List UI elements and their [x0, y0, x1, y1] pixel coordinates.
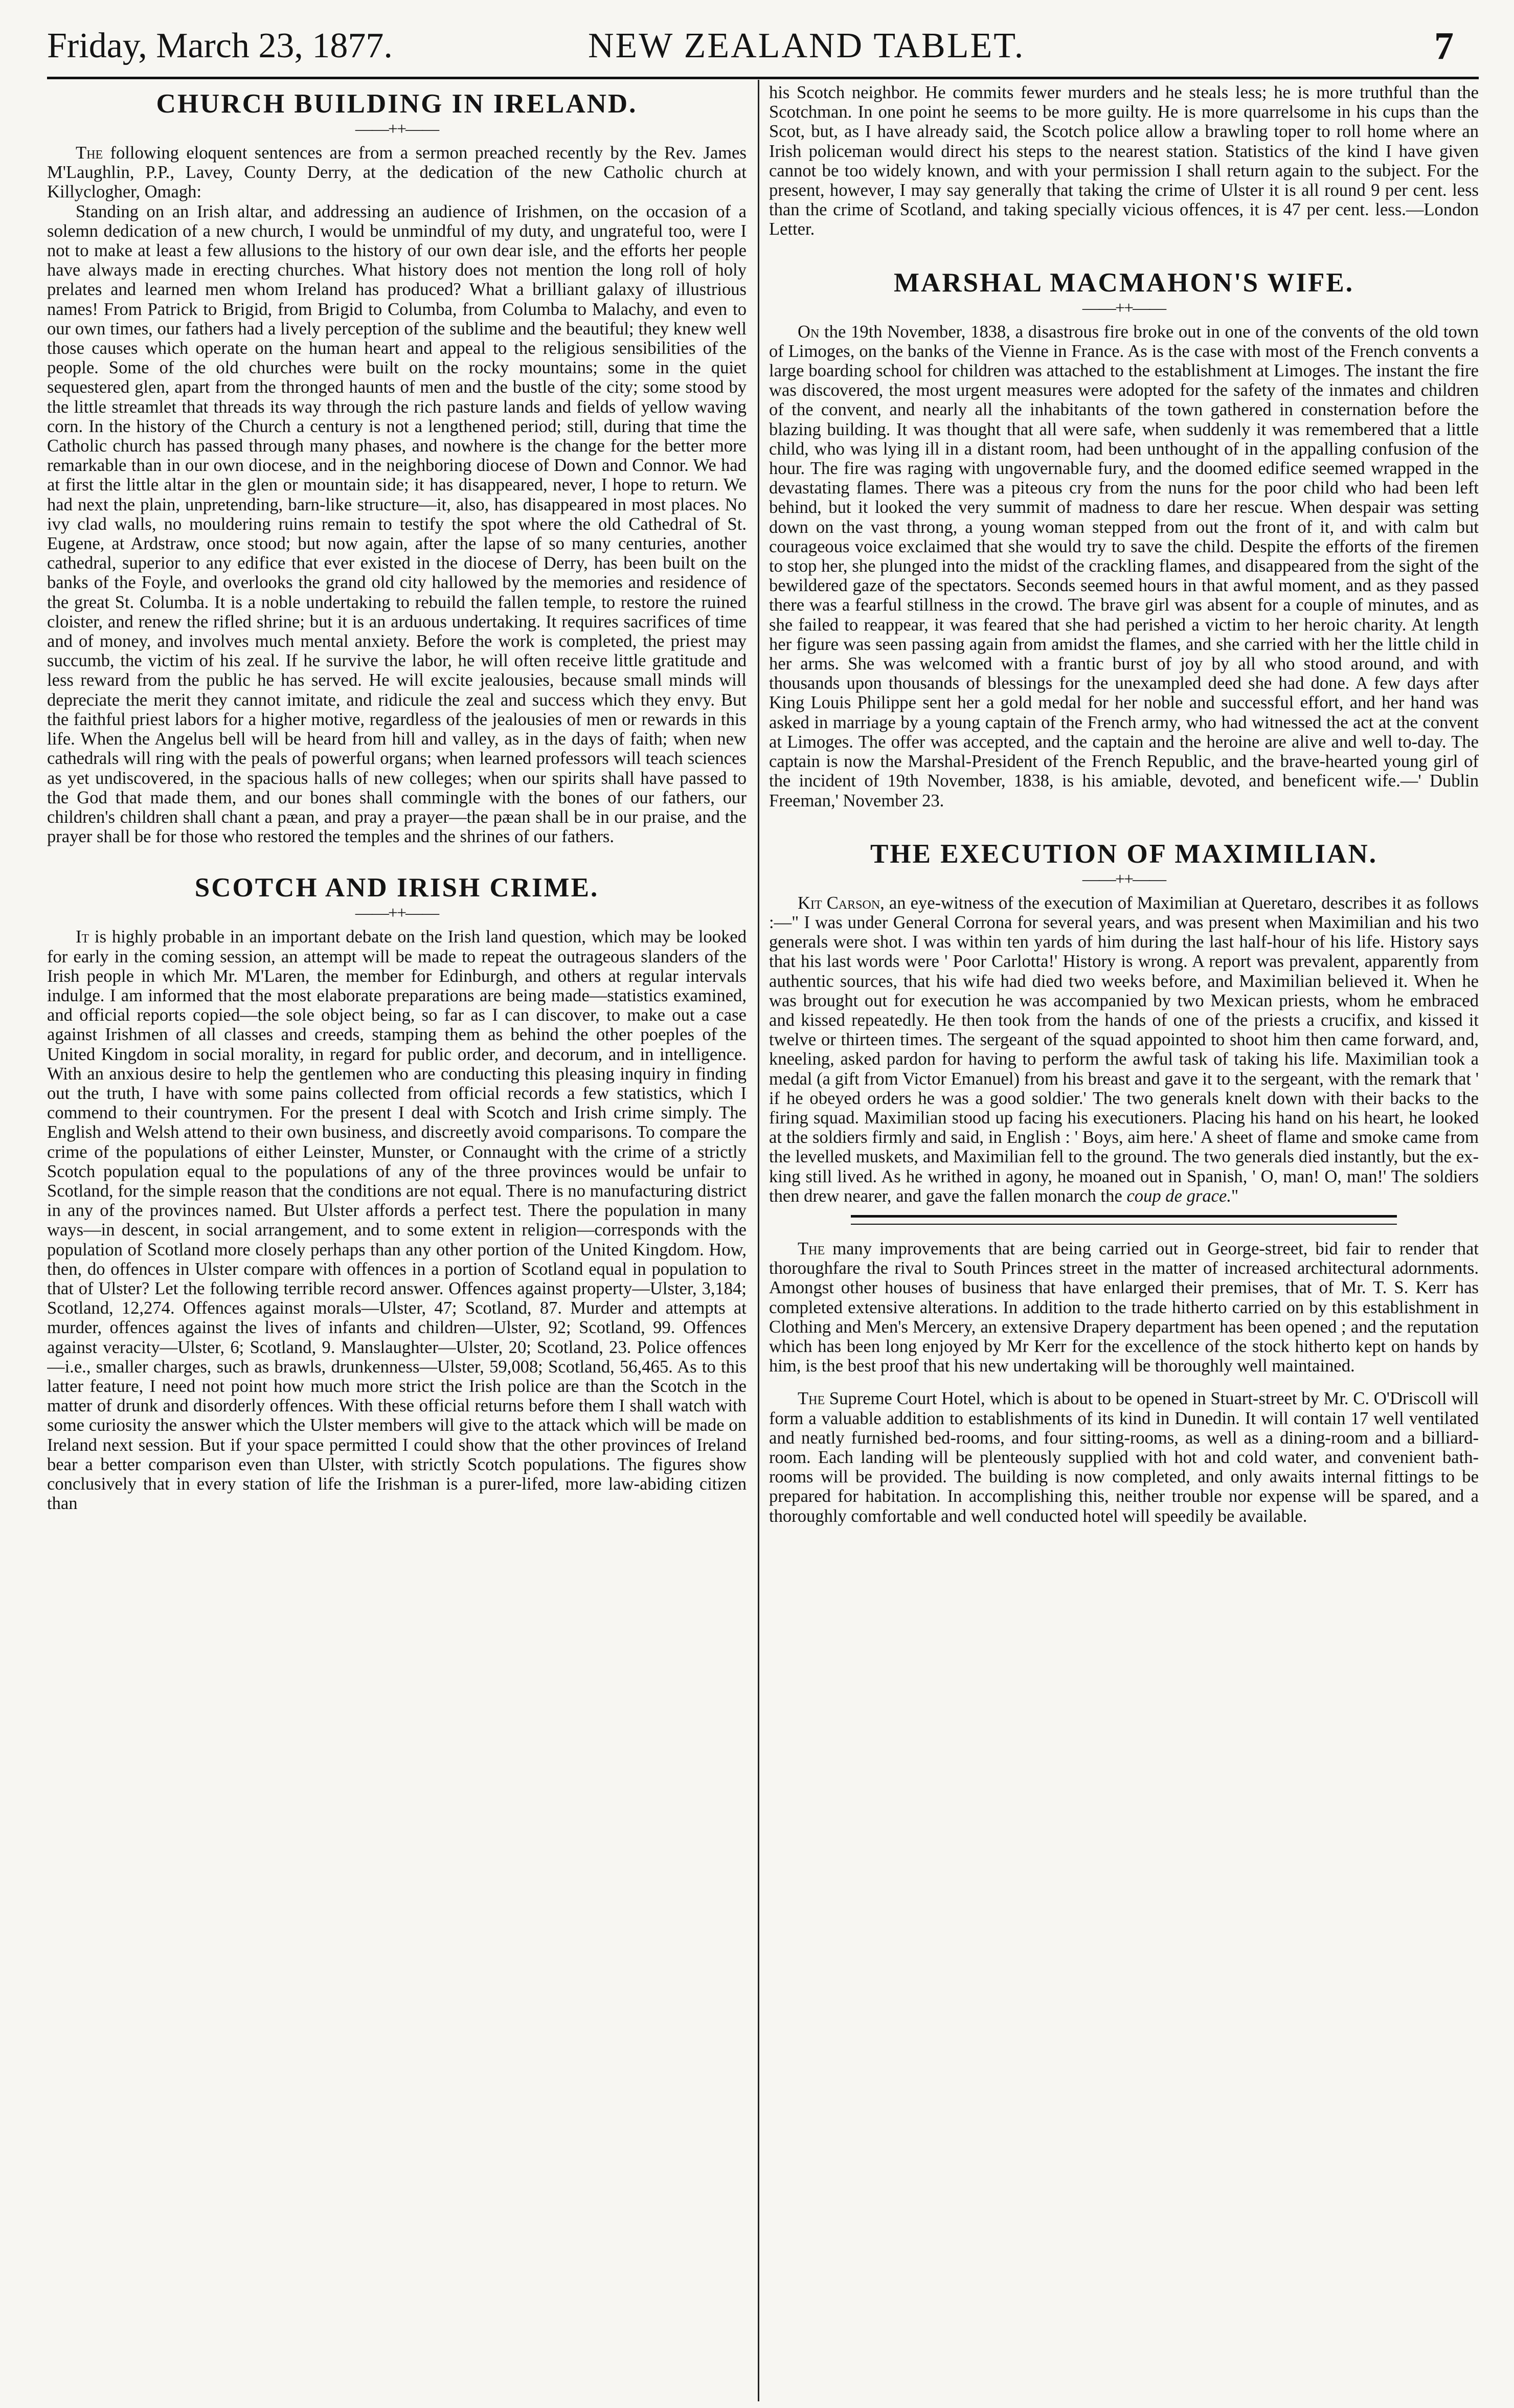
body-text: many improvements that are being carried out in George-street, bid fair to render that thoroughfare the rival to South Princes street in the matter of increased architectural adornments. Amongst other houses of business that have enlarged their premises, that of Mr. T. S. Kerr has completed extensive alterations. In addition to the trade hitherto carried on by this establishment in Clothing and Men's Mercery, an extensive Drapery department has been opened ; and the reputation which has been long enjoyed by Mr Kerr for the excellence of the stock hitherto kept on hands by him, is the best proof that his new undertaking will be thoroughly well maintained.: [769, 1239, 1479, 1376]
george-street-notice: [769, 1239, 1479, 1376]
church-article-body: Standing on an Irish altar, and addressing an audience of Irishmen, on the occasion of a solemn dedication of a new church, I would be unmindful of my duty, and ungrateful too, were I not to make at least a few allusions to the history of our own dear isle, and the efforts her people have always made in erecting churches. What history does not mention the long roll of holy prelates and learned men whom Ireland has produced? What a brilliant galaxy of illustrious names! From Patrick to Brigid, from Brigid to Columba, from Columba to Malachy, and even to our own times, our fathers had a lively perception of the sublime and the beautiful; they knew well those causes which operate on the human heart and appeal to the religious sensibilities of the people. Some of the old churches were built on the rocky mountains; some in the quiet sequestered glen, apart from the thronged haunts of men and the bustle of the city; some stood by the little streamlet that threads its way through the rich pasture lands and fields of yellow waving corn. In the history of the Church a century is not a lengthened period; still, during that time the Catholic church has passed through many phases, and nowhere is the change for the better more remarkable than in our own diocese, and in the neighboring diocese of Down and Connor. We had at first the little altar in the glen or mountain side; it has disappeared, never, I hope to return. We had next the plain, unpretending, barn-like structure—it, also, has disappeared in most places. No ivy clad walls, no mouldering ruins remain to testify the spot where the old Cathedral of St. Eugene, at Ardstraw, once stood; but now again, after the lapse of so many centuries, another cathedral, superior to any edifice that ever existed in the diocese of Derry, has been built on the banks of the Foyle, and overlooks the grand old city hallowed by the memories and residence of the great St. Columba. It is a noble undertaking to rebuild the fallen temple, to restore the ruined cloister, and renew the rifled shrine; but it is an arduous undertaking. It requires sacrifices of time and of money, and involves much mental anxiety. Before the work is completed, the priest may succumb, the victim of his zeal. If he survive the labor, he will often receive little gratitude and less reward from the public he has served. He will excite jealousies, because small minds will depreciate the merit they cannot imitate, and ridicule the zeal and success which they envy. But the faithful priest labors for a higher motive, regardless of the jealousies of men or rewards in this life. When the Angelus bell will be heard from hill and valley, as in the days of faith; when new cathedrals will ring with the peals of powerful organs; when learned professors will teach sciences as yet undiscovered, in the spacious halls of new colleges; when our spirits shall have passed to the God that made them, and our bones shall commingle with the bones of our fathers, our children's children shall chant a pæan, and pray a prayer—the pæan shall be in our praise, and the prayer shall be for those who restored the temples and the shrines of our fathers.: [47, 201, 747, 847]
drop-lead: The: [76, 143, 103, 163]
header-rule: [47, 77, 1479, 79]
article-title-scotch-irish-crime: SCOTCH AND IRISH CRIME.: [194, 873, 599, 903]
page-number: 7: [1434, 25, 1454, 67]
drop-lead: The: [798, 1389, 825, 1409]
closing-quote: ": [1231, 1186, 1239, 1206]
left-column: [47, 83, 747, 2399]
title-ornament: ——++——: [355, 120, 439, 139]
body-text: the 19th November, 1838, a disastrous fire broke out in one of the convents of the old town of Limoges, on the banks of the Vienne in France. As is the case with most of the French convents a large boarding school for children was attached to the establishment at Limoges. The instant the fire was discovered, the most urgent measures were adopted for the safety of the inmates and children of the convent, and nearly all the inhabitants of the town gathered in consternation before the blazing building. It was thought that all were safe, when suddenly it was remembered that a little child, who was lying ill in a distant room, had been unthought of in the appalling confusion of the hour. The fire was raging with ungovernable fury, and the doomed edifice seemed wrapped in the devastating flames. There was a piteous cry from the nuns for the poor child who had been left behind, but it looked the very summit of madness to dare her rescue. When despair was setting down on the vast throng, a young woman stepped from out the front of it, and with calm but courageous voice exclaimed that she would try to save the child. Despite the efforts of the firemen to stop her, she plunged into the midst of the crackling flames, and disappeared from the sight of the bewildered gaze of the spectators. Seconds seemed hours in that awful moment, and as they passed there was a fearful stillness in the crowd. The brave girl was absent for a couple of minutes, and as she failed to reappear, it was feared that she had perished a victim to her heroic charity. At length her figure was seen passing again from amidst the flames, and she carried with her the little child in her arms. She was welcomed with a frantic burst of joy by all who stood around, and with thousands upon thousands of blessings for the unexampled deed she had done. A few days after King Louis Philippe sent her a gold medal for her noble and successful effort, and her hand was asked in marriage by a young captain of the French army, who had witnessed the act at the convent at Limoges. The offer was accepted, and the captain and the heroine are alive and well to-day. The captain is now the Marshal-President of the French Republic, and the brave-hearted young girl of the incident of 19th November, 1838, is his amiable, devoted, and beneficent wife.—' Dublin Freeman,' November 23.: [769, 322, 1479, 811]
right-column: [769, 83, 1479, 2399]
scotch-article-body: [47, 927, 747, 1513]
maximilian-article-body: [769, 893, 1479, 1206]
section-double-rule: [851, 1215, 1397, 1225]
intro-text: following eloquent sentences are from a sermon preached recently by the Rev. James M'Laughlin, P.P., Lavey, County Derry, at the dedication of the new Catholic church at Killyclogher, Omagh:: [47, 143, 747, 202]
church-article-intro: [47, 143, 747, 202]
macmahon-article-body: [769, 322, 1479, 811]
body-text: Supreme Court Hotel, which is about to be opened in Stuart-street by Mr. C. O'Driscoll will form a valuable addition to establishments of its kind in Dunedin. It will contain 17 well ventilated and neatly furnished bed-rooms, and four sitting-rooms, as well as a dining-room and a billiard-room. Each landing will be plenteously supplied with hot and cold water, and convenient bath-rooms will be provided. The building is now completed, and only awaits internal fittings to be prepared for habitation. In accomplishing this, neither trouble nor expense will be spared, and a thoroughly comfortable and well conducted hotel will speedily be available.: [769, 1389, 1479, 1526]
body-text: is highly probable in an important debate on the Irish land question, which may be looked for early in the coming session, an attempt will be made to repeat the outrageous slanders of the Irish people in which Mr. M'Laren, the member for Edinburgh, and others at regular intervals indulge. I am informed that the most elaborate preparations are being made—statistics examined, and official reports copied—the sole object being, so far as I can discover, to make out a case against Irishmen of all classes and creeds, stamping them as behind the other poeples of the United Kingdom in social morality, in regard for public order, and decorum, and in intelligence. With an anxious desire to help the gentlemen who are conducting this pleasing inquiry in finding out the truth, I have with some pains collected from official records a few statistics, which I commend to their countrymen. For the present I deal with Scotch and Irish crime simply. The English and Welsh attend to their own business, and discreetly avoid comparisons. To compare the crime of the populations of either Leinster, Munster, or Connaught with the crime of a strictly Scotch population equal to the populations of any of the three provinces would be unfair to Scotland, for the simple reason that the conditions are not equal. There is no manufacturing district in any of the provinces named. But Ulster affords a perfect test. There the population in many ways—in descent, in social arrangement, and to some extent in religion—corresponds with the population of Scotland more closely perhaps than any other portion of the United Kingdom. How, then, do offences in Ulster compare with offences in a portion of Scotland equal in population to that of Ulster? Let the following terrible record answer. Offences against property—Ulster, 3,184; Scotland, 12,274. Offences against morals—Ulster, 47; Scotland, 87. Murder and attempts at murder, offences against the lives of infants and children—Ulster, 92; Scotland, 99. Offences against veracity—Ulster, 6; Scotland, 9. Manslaughter—Ulster, 20; Scotland, 23. Police offences—i.e., smaller charges, such as brawls, drunkenness—Ulster, 59,008; Scotland, 56,465. As to this latter feature, I need not point how much more strict the Irish police are than the Scotch in the matter of drunk and disorderly offences. With these official returns before them I shall watch with some curiosity the answer which the Ulster members will give to the attack which will be made on Ireland next session. But if your space permitted I could show that the other provinces of Ireland bear a better comparison even than Ulster, with strictly Scotch populations. The figures show conclusively that in every station of life the Irishman is a purer-lifed, more law-abiding citizen than: [47, 927, 747, 1514]
issue-date: Friday, March 23, 1877.: [47, 26, 393, 65]
article-title-macmahon-wife: MARSHAL MACMAHON'S WIFE.: [894, 267, 1354, 298]
title-ornament: ——++——: [355, 904, 439, 923]
title-ornament: ——++——: [1082, 869, 1166, 889]
drop-lead: The: [798, 1239, 825, 1258]
masthead-title: NEW ZEALAND TABLET.: [588, 26, 1025, 65]
title-ornament: ——++——: [1082, 298, 1166, 318]
drop-lead: On: [798, 322, 820, 342]
supreme-court-hotel-notice: [769, 1389, 1479, 1525]
scotch-article-continuation: his Scotch neighbor. He commits fewer murders and he steals less; he is more truthful than the Scotchman. In one point he seems to be more guilty. He is more quarrelsome in his cups than the Scot, but, as I have already said, the Scotch police allow a brawling toper to roll home where an Irish policeman would direct his steps to the nearest station. Statistics of the kind I have given cannot be too widely known, and with your permission I shall return again to the subject. For the present, however, I may say generally that taking the crime of Ulster it is all round 9 per cent. less than the crime of Scotland, and taking specially vicious offences, it is 47 per cent. less.—London Letter.: [769, 83, 1479, 239]
body-text: an eye-witness of the execution of Maximilian at Queretaro, describes it as follows :—" I was under General Corrona for several years, and was present when Maximilian and his two generals were shot. I was within ten yards of him during the last half-hour of his life. History says that his last words were ' Poor Carlotta!' History is wrong. A report was prevalent, apparently from authentic sources, that his wife had died two weeks before, and Maximilian believed it. When he was brought out for execution he was accompanied by two Mexican priests, whom he embraced and kissed repeatedly. He then took from the hands of one of the priests a crucifix, and kissed it twelve or thirteen times. The sergeant of the squad appointed to shoot him then came forward, and, kneeling, asked pardon for having to perform the awful task of taking his life. Maximilian took a medal (a gift from Victor Emanuel) from his breast and gave it to the sergeant, with the remark that ' if he obeyed orders he was a good soldier.' The two generals knelt down with their backs to the firing squad. Maximilian stood up facing his executioners. Placing his hand on his heart, he looked at the soldiers firmly and said, in English : ' Boys, aim here.' A sheet of flame and smoke came from the levelled muskets, and Maximilian fell to the ground. The two generals died instantly, but the ex-king still lived. As he writhed in agony, he moaned out in Spanish, ' O, man! O, man!' The soldiers then drew nearer, and gave the fallen monarch the: [769, 893, 1479, 1206]
article-title-church-building: CHURCH BUILDING IN IRELAND.: [156, 89, 638, 119]
column-divider: [758, 80, 759, 2401]
drop-lead: It: [76, 927, 89, 947]
italic-phrase: coup de grace.: [1126, 1186, 1231, 1206]
article-title-maximilian: THE EXECUTION OF MAXIMILIAN.: [870, 839, 1377, 869]
drop-lead: Kit Carson,: [798, 893, 885, 913]
